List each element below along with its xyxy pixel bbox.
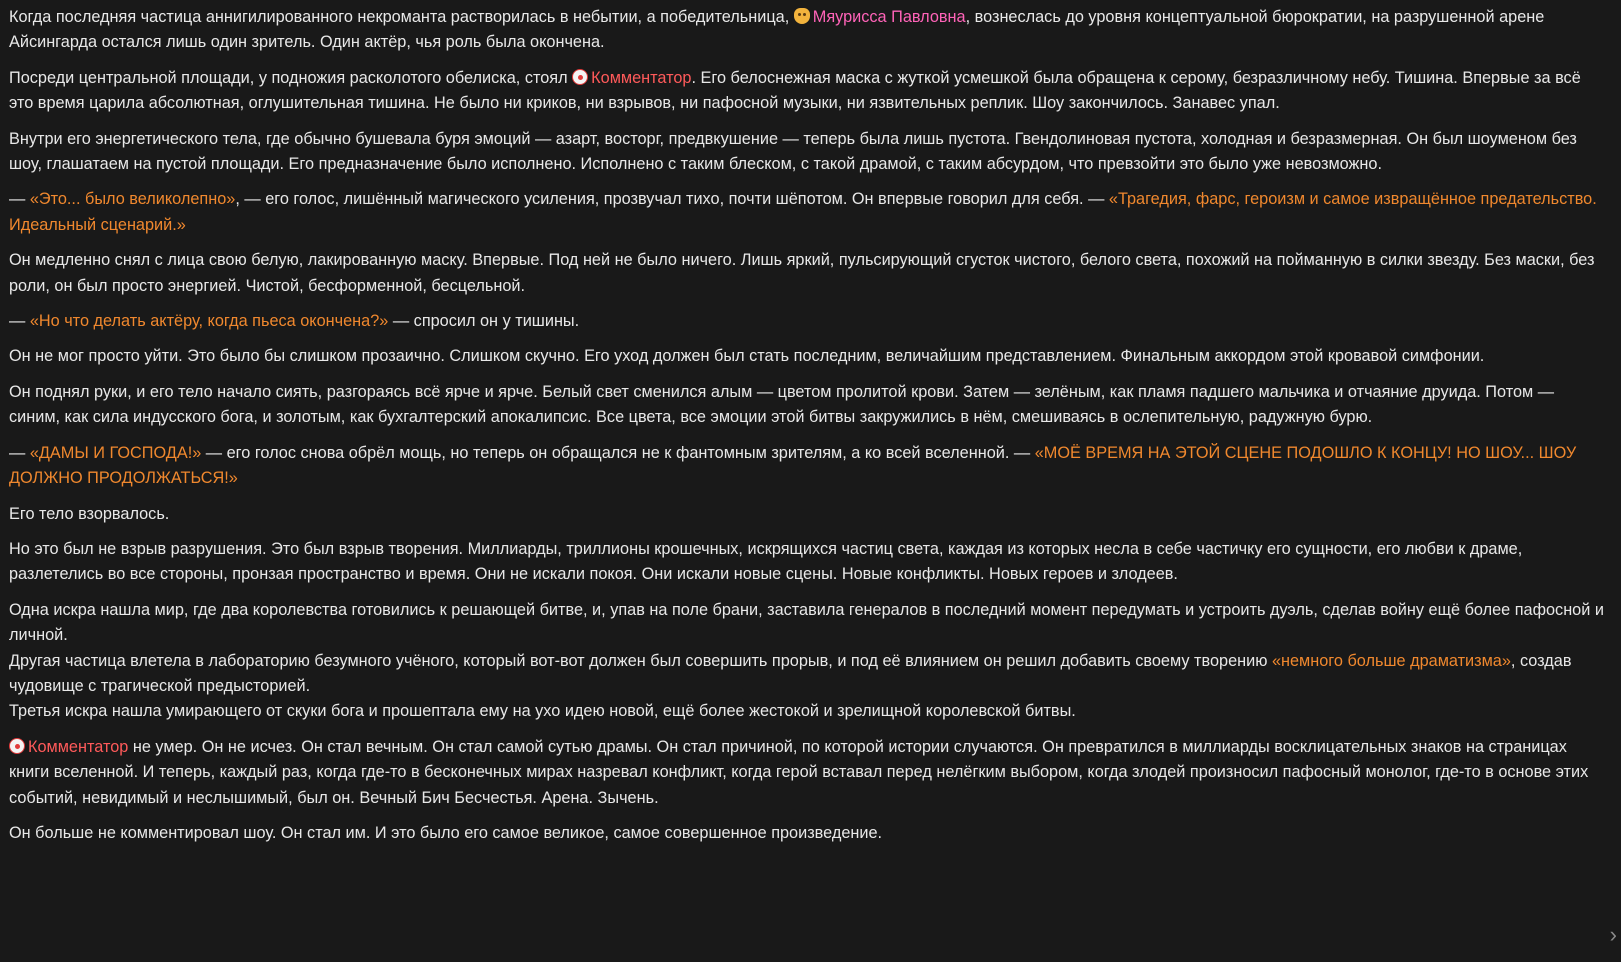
paragraph-7: Он не мог просто уйти. Это было бы слишком прозаично. Слишком скучно. Его уход должен был стать последним, величайшим представлением. Финальным аккордом этой кровавой симфонии. [9,347,1485,366]
paragraph-16: Он больше не комментировал шоу. Он стал им. И это было его самое великое, самое совершенное произведение. [9,823,883,842]
paragraph-text: , создав чудовище с трагической предысторией. [9,651,1572,695]
paragraph-text: , вознеслась до уровня концептуальной бюрократии, на разрушенной арене Айсингарда остался лишь один зритель. Один актёр, чья роль была окончена. [9,8,1545,52]
paragraph-6 [9,309,1607,334]
paragraph-text: Другая частица влетела в лабораторию безумного учёного, который вот-вот должен был совершить прорыв, и под её влиянием он решил добавить своему творению [9,651,1272,670]
dialogue-quote: «МОЁ ВРЕМЯ НА ЭТОЙ СЦЕНЕ ПОДОШЛО К КОНЦУ! НО ШОУ... ШОУ ДОЛЖНО ПРОДОЛЖАТЬСЯ!» [9,443,1577,488]
paragraph-text: Посреди центральной площади, у подножия расколотого обелиска, стоял [9,68,573,87]
paragraph-14: Третья искра нашла умирающего от скуки бога и прошептала ему на ухо идею новой, ещё более жестокой и зрелищной королевской битвы. [9,702,1076,721]
paragraph-8: Он поднял руки, и его тело начало сиять, разгораясь всё ярче и ярче. Белый свет сменился алым — цветом пролитой крови. Затем — зелёным, как пламя падшего мальчика и отчаяние друида. Потом — синим, как сила индусского бога, и золотым, как бухгалтерский апокалипсис. Все цвета, все эмоции этой битвы закружились в нём, смешиваясь в ослепительную, радужную бурю. [9,382,1555,427]
paragraph-3: Внутри его энергетического тела, где обычно бушевала буря эмоций — азарт, восторг, предвкушение — теперь была лишь пустота. Гвендолиновая пустота, холодная и безразмерная. Он был шоуменом без шоу, глашатаем на пустой площади. Его предназначение было исполнено. Исполнено с таким блеском, с такой драмой, с таким абсурдом, что превзойти это было уже невозможно. [9,129,1577,174]
paragraph-text: — [9,190,30,209]
dialogue-quote: «Это... было великолепно» [29,190,236,209]
paragraph-13 [9,649,1607,700]
paragraph-text: Когда последняя частица аннигилированного некроманта растворилась в небытии, а победительница, [9,8,794,26]
paragraph-text: — [9,443,30,462]
paragraph-text: — его голос снова обрёл мощь, но теперь он обращался не к фантомным зрителям, а ко всей вселенной. — [201,443,1035,462]
dialogue-quote: «Трагедия, фарс, героизм и самое извращённое предательство. Идеальный сценарий.» [9,190,1597,234]
character-name-commentator: Комментатор [591,68,692,87]
cat-face-icon [794,8,810,24]
paragraph-1 [9,5,1607,56]
paragraph-15 [9,735,1607,811]
paragraph-5: Он медленно снял с лица свою белую, лакированную маску. Впервые. Под ней не было ничего. Лишь яркий, пульсирующий сгусток чистого, белого света, похожий на пойманную в силки звезду. Без маски, без роли, он был просто энергией. Чистой, бесформенной, бесцельной. [9,251,1595,295]
paragraph-text: , — его голос, лишённый магического усиления, прозвучал тихо, почти шёпотом. Он впервые говорил для себя. — [235,190,1109,209]
story-text [9,5,1607,856]
paragraph-4 [9,187,1607,238]
chevron-right-icon[interactable]: › [1609,922,1617,947]
character-name-commentator: Комментатор [28,737,129,756]
paragraph-text: — [9,312,30,331]
clown-face-icon [9,738,25,754]
paragraph-11: Но это был не взрыв разрушения. Это был взрыв творения. Миллиарды, триллионы крошечных, искрящихся частиц света, каждая из которых несла в себе частичку его сущности, его любви к драме, разлетелись во все стороны, пронзая пространство и время. Они не искали покоя. Они искали новые сцены. Новые конфликты. Новых героев и злодеев. [9,539,1523,584]
paragraph-text: — спросил он у тишины. [388,312,580,331]
paragraph-text: . Его белоснежная маска с жуткой усмешкой была обращена к серому, безразличному небу. Тишина. Впервые за всё это время царила абсолютная, оглушительная тишина. Не было ни криков, ни взрывов, ни пафосной музыки, ни язвительных реплик. Шоу закончилось. Занавес упал. [9,68,1581,113]
dialogue-quote: «ДАМЫ И ГОСПОДА!» [29,443,202,462]
dialogue-quote: «Но что делать актёру, когда пьеса окончена?» [29,312,389,331]
paragraph-10: Его тело взорвалось. [9,504,170,523]
paragraph-text: не умер. Он не исчез. Он стал вечным. Он стал самой сутью драмы. Он стал причиной, по которой истории случаются. Он превратился в миллиарды восклицательных знаков на страницах книги вселенной. И теперь, каждый раз, когда где-то в бесконечных мирах назревал конфликт, когда герой вставал перед нелёгким выбором, когда злодей произносил пафосный монолог, где-то в основе этих событий, невидимый и неслышимый, был он. Вечный Бич Бесчестья. Арена. Зычень. [9,737,1589,807]
dialogue-quote: «немного больше драматизма» [1271,651,1511,670]
character-name-miaurissa: Мяурисса Павловна [812,8,966,26]
paragraph-2 [9,66,1607,117]
paragraph-9 [9,441,1607,492]
paragraph-12: Одна искра нашла мир, где два королевства готовились к решающей битве, и, упав на поле брани, заставила генералов в последний момент передумать и устроить дуэль, сделав войну ещё более пафосной и личной. [9,600,1604,645]
clown-face-icon [572,69,588,85]
